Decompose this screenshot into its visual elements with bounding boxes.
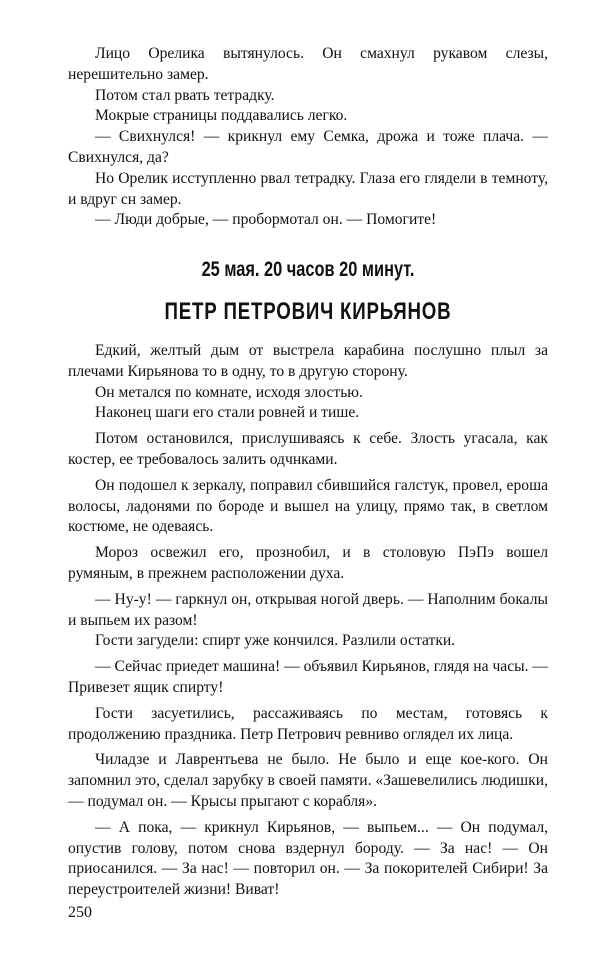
paragraph: — Люди добрые, — пробормотал он. — Помогите!: [95, 211, 437, 229]
paragraph: Едкий, желтый дым от выстрела карабина послушно плыл за плечами Кирьянова то в одну, то в другую сторону.: [68, 342, 548, 380]
paragraph: Чиладзе и Лаврентьева не было. Не было и еще кое-кого. Он запомнил это, сделал зарубку в своей памяти. «Зашевелились людишки, — подумал он. — Крысы прыгают с корабля».: [68, 751, 548, 810]
paragraph: — Ну-у! — гаркнул он, открывая ногой дверь. — Наполним бокалы и выпьем их разом!: [68, 590, 548, 629]
paragraph: Гости засуетились, рассаживаясь по местам, готовясь к продолжению праздника. Петр Петрович ревниво оглядел их лица.: [68, 704, 548, 743]
main-text-block: [68, 341, 548, 901]
paragraph: Лицо Орелика вытянулось. Он смахнул рукавом слезы, нерешительно замер.: [68, 45, 548, 83]
paragraph: Мокрые страницы поддавались легко.: [95, 107, 348, 125]
page-number: 250: [68, 904, 92, 921]
paragraph: Он метался по комнате, исходя злостью.: [95, 383, 363, 401]
paragraph: Но Орелик исступленно рвал тетрадку. Глаза его глядели в темноту, и вдруг сн замер.: [68, 169, 548, 208]
paragraph: — А пока, — крикнул Кирьянов, — выпьем... — Он подумал, опустив голову, потом снова вздернул бороду. — За нас! — Он приосанился. — За нас! — повторил он. — За покорителей Сибири! За переустроителей жизни! Виват!: [68, 818, 548, 899]
paragraph: Гости загудели: спирт уже кончился. Разлили остатки.: [95, 632, 456, 650]
paragraph: — Сейчас приедет машина! — объявил Кирьянов, глядя на часы. — Привезет ящик спирту!: [68, 658, 548, 696]
section-name-heading: ПЕТР ПЕТРОВИЧ КИРЬЯНОВ: [164, 298, 452, 325]
paragraph: Мороз освежил его, прознобил, и в столовую ПэПэ вошел румяным, в прежнем расположении духа.: [68, 544, 548, 582]
top-text-block: [68, 44, 548, 231]
paragraph: Он подошел к зеркалу, поправил сбившийся галстук, провел, ероша волосы, ладонями по бороде и вышел на улицу, прямо так, в светлом костюме, не одеваясь.: [68, 476, 548, 536]
section-date-heading: 25 мая. 20 часов 20 минут.: [201, 258, 415, 281]
paragraph: Потом остановился, прислушиваясь к себе. Злость угасала, как костер, ее требовалось залить одчнками.: [68, 430, 548, 468]
paragraph: Потом стал рвать тетрадку.: [95, 86, 275, 104]
paragraph: Наконец шаги его стали ровней и тише.: [95, 404, 360, 422]
paragraph: — Свихнулся! — крикнул ему Семка, дрожа и тоже плача. — Свихнулся, да?: [68, 128, 548, 166]
